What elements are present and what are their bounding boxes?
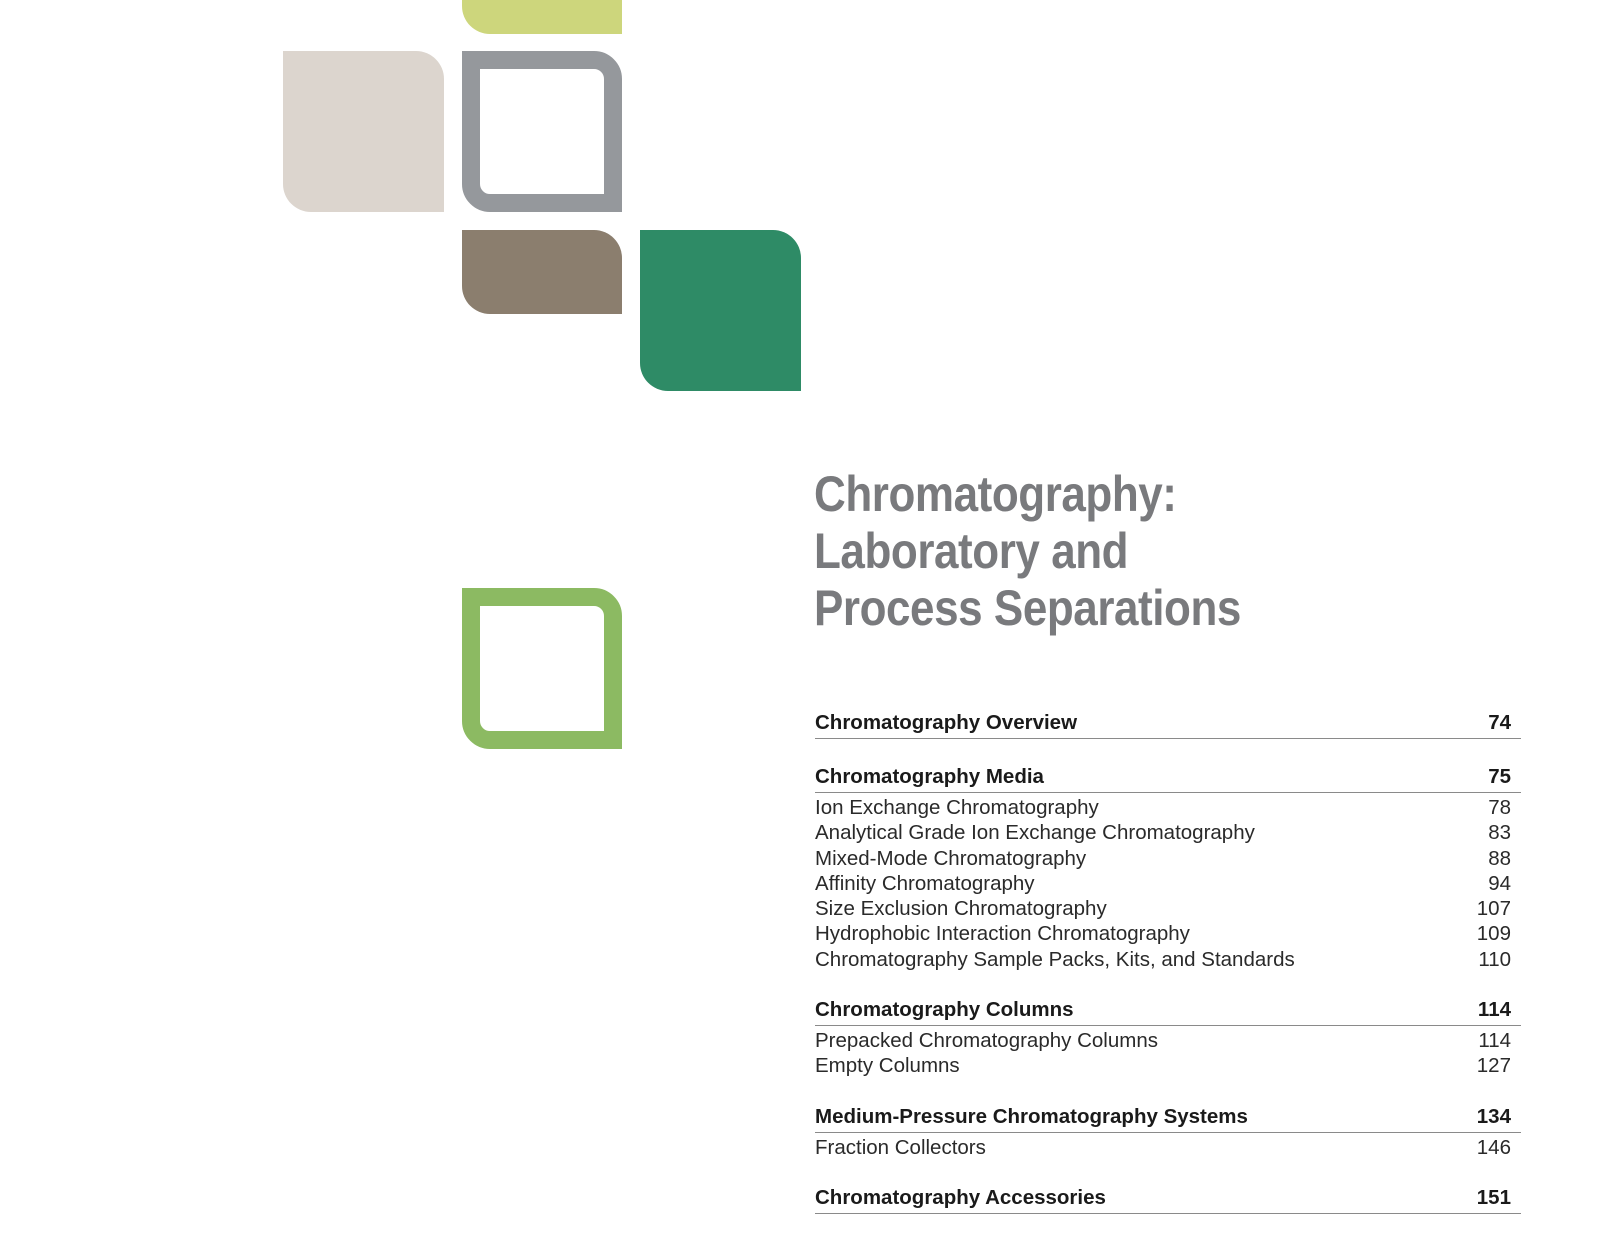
toc-entry-label: Prepacked Chromatography Columns xyxy=(815,1029,1158,1053)
page-title xyxy=(814,466,1241,637)
grey-outline-tile-graphic xyxy=(462,51,622,212)
toc-section-label: Chromatography Media xyxy=(815,765,1044,788)
toc-entry[interactable] xyxy=(815,896,1521,921)
toc-entry-page-number: 114 xyxy=(1478,1029,1511,1053)
toc-entry-label: Mixed-Mode Chromatography xyxy=(815,846,1087,870)
title-line: Process Separations xyxy=(814,580,1241,636)
toc-section-label: Chromatography Columns xyxy=(815,998,1074,1022)
toc-entry-page-number: 146 xyxy=(1476,1135,1511,1159)
toc-section xyxy=(815,997,1521,1079)
toc-section-label: Chromatography Overview xyxy=(815,711,1078,734)
toc-entry-page-number: 78 xyxy=(1488,796,1511,819)
toc-section-heading[interactable] xyxy=(815,997,1521,1026)
title-line: Laboratory and xyxy=(814,523,1129,579)
toc-section xyxy=(815,1185,1521,1214)
toc-entry[interactable] xyxy=(815,1135,1521,1160)
toc-section xyxy=(815,1104,1521,1160)
toc-section-heading[interactable] xyxy=(815,1185,1521,1214)
toc-entry-page-number: 109 xyxy=(1476,922,1511,946)
toc-entry-page-number: 88 xyxy=(1488,846,1511,870)
toc-entry-page-number: 127 xyxy=(1476,1054,1511,1078)
toc-section xyxy=(815,710,1521,739)
toc-entry[interactable] xyxy=(815,871,1521,896)
toc-entry[interactable] xyxy=(815,947,1521,972)
toc-section-page-number: 134 xyxy=(1476,1104,1511,1128)
toc-entry-label: Fraction Collectors xyxy=(815,1135,986,1159)
toc-entry[interactable] xyxy=(815,1028,1521,1053)
taupe-tile-graphic xyxy=(462,230,622,314)
toc-entry[interactable] xyxy=(815,921,1521,946)
toc-section-page-number: 114 xyxy=(1477,998,1511,1022)
toc-section-heading[interactable] xyxy=(815,1104,1521,1133)
toc-entry-label: Affinity Chromatography xyxy=(815,871,1035,895)
toc-section-heading[interactable] xyxy=(815,764,1521,793)
title-line: Chromatography: xyxy=(814,466,1177,522)
beige-tile-graphic xyxy=(283,51,444,212)
toc-section-heading[interactable] xyxy=(815,710,1521,739)
toc-entry-label: Analytical Grade Ion Exchange Chromatography xyxy=(815,821,1255,845)
toc-entry-page-number: 83 xyxy=(1488,821,1511,845)
toc-section-label: Chromatography Accessories xyxy=(815,1185,1106,1209)
table-of-contents xyxy=(815,710,1521,1239)
toc-entry-label: Size Exclusion Chromatography xyxy=(815,897,1107,921)
toc-section xyxy=(815,764,1521,972)
lime-tile-graphic xyxy=(462,0,622,34)
toc-section-page-number: 75 xyxy=(1488,765,1511,788)
leaf-outline-tile-graphic xyxy=(462,588,622,749)
toc-section-page-number: 74 xyxy=(1488,711,1511,734)
toc-section-page-number: 151 xyxy=(1476,1185,1511,1209)
green-tile-graphic xyxy=(640,230,801,391)
toc-entry[interactable] xyxy=(815,1053,1521,1078)
toc-entry[interactable] xyxy=(815,795,1521,820)
toc-entry-page-number: 94 xyxy=(1488,871,1511,895)
toc-entry-label: Empty Columns xyxy=(815,1054,960,1078)
toc-entry-label: Hydrophobic Interaction Chromatography xyxy=(815,922,1190,946)
toc-section-label: Medium-Pressure Chromatography Systems xyxy=(815,1104,1248,1128)
toc-entry[interactable] xyxy=(815,820,1521,845)
toc-entry-page-number: 107 xyxy=(1476,897,1511,921)
toc-entry-label: Ion Exchange Chromatography xyxy=(815,796,1099,819)
toc-entry[interactable] xyxy=(815,846,1521,871)
toc-entry-page-number: 110 xyxy=(1478,947,1511,971)
toc-entry-label: Chromatography Sample Packs, Kits, and Standards xyxy=(815,947,1295,971)
